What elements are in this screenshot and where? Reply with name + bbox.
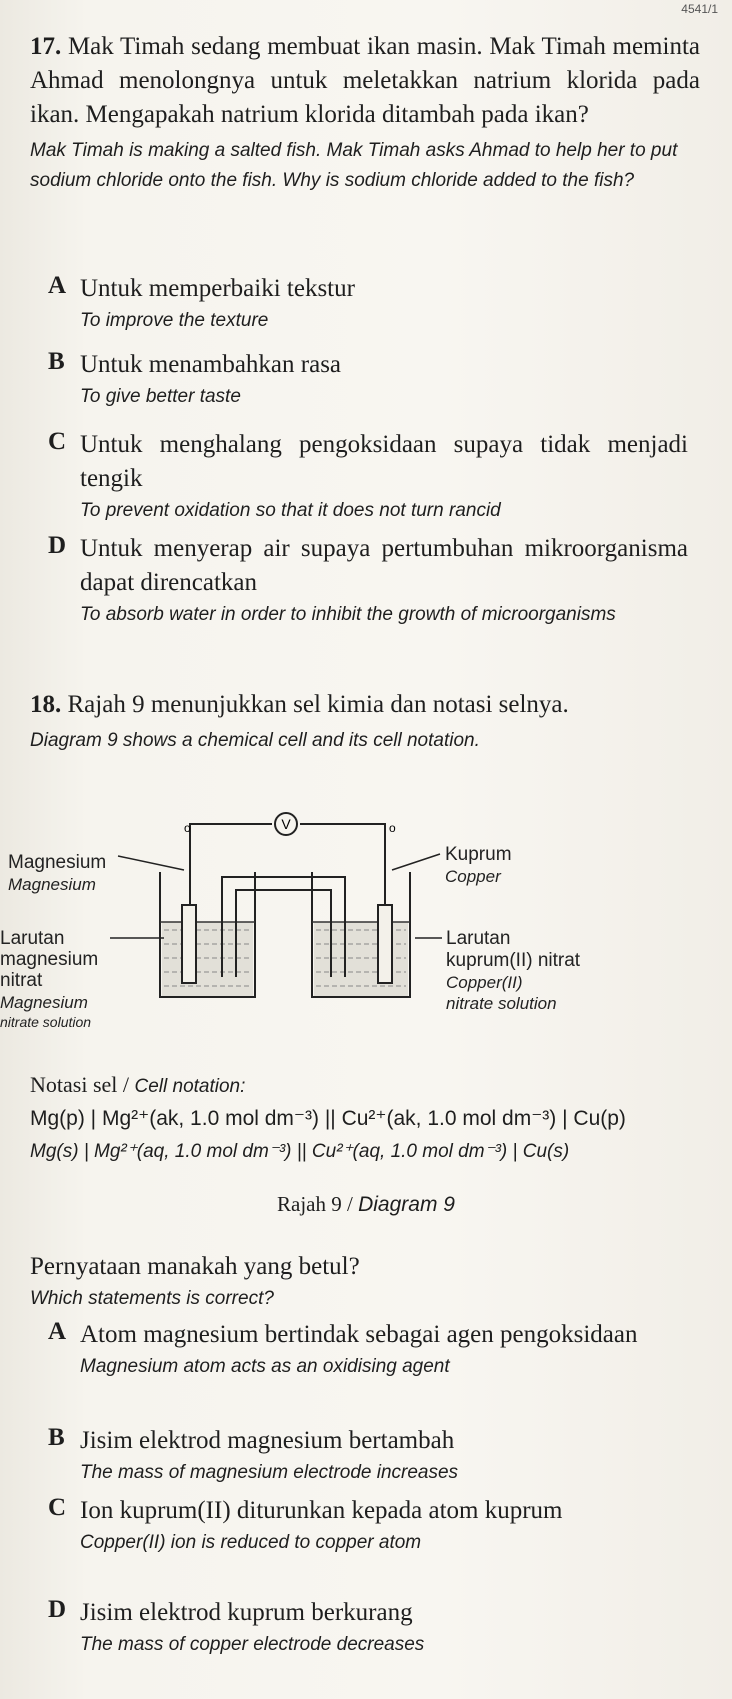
question-18 <box>30 688 700 756</box>
q18-option-d[interactable]: D Jisim elektrod kuprum berkurang The mass of copper electrode decreases <box>48 1596 425 1655</box>
q17-option-b[interactable]: B Untuk menambahkan rasa To give better taste <box>48 348 342 407</box>
cell-diagram <box>0 812 620 1037</box>
q18-option-b[interactable]: B Jisim elektrod magnesium bertambah The mass of magnesium electrode increases <box>48 1424 459 1483</box>
q17-en-text: Mak Timah is making a salted fish. Mak Timah asks Ahmad to help her to put sodium chloride onto the fish. Why is sodium chloride added to the fish? <box>30 140 678 191</box>
label-mg-solution-3: nitrat <box>0 970 43 991</box>
q17-number: 17. <box>30 33 62 60</box>
q18-ms-text: 18. Rajah 9 menunjukkan sel kimia dan notasi selnya. <box>30 691 569 718</box>
label-copper: Kuprum <box>445 844 512 865</box>
label-cu-solution-1: Larutan <box>446 928 511 949</box>
q18-option-a[interactable]: A Atom magnesium bertindak sebagai agen pengoksidaan Magnesium atom acts as an oxidising agent <box>48 1318 638 1377</box>
diagram-caption: Rajah 9 / Diagram 9 <box>277 1192 455 1216</box>
svg-text:V: V <box>281 816 291 832</box>
q18-en-text: Diagram 9 shows a chemical cell and its cell notation. <box>30 730 480 751</box>
svg-text:o: o <box>389 821 396 835</box>
copper-electrode <box>378 905 392 983</box>
q18-option-c[interactable]: C Ion kuprum(II) diturunkan kepada atom kuprum Copper(II) ion is reduced to copper atom <box>48 1494 563 1553</box>
label-mg-solution-en-2: nitrate solution <box>0 1014 92 1030</box>
label-mg-solution-1: Larutan <box>0 928 65 949</box>
question-17 <box>30 30 700 196</box>
label-cu-solution-2: kuprum(II) nitrat <box>446 950 581 971</box>
svg-text:o: o <box>184 821 191 835</box>
cell-notation-ms: Mg(p) | Mg²⁺(ak, 1.0 mol dm⁻³) || Cu²⁺(ak, 1.0 mol dm⁻³) | Cu(p) <box>30 1107 626 1130</box>
q17-option-d[interactable]: D Untuk menyerap air supaya pertumbuhan mikroorganisma dapat direncatkan To absorb water in order to inhibit the growth of microorganisms <box>48 532 688 625</box>
label-copper-en: Copper <box>445 867 501 886</box>
q17-option-c[interactable]: C Untuk menghalang pengoksidaan supaya tidak menjadi tengik To prevent oxidation so that it does not turn rancid <box>48 428 688 521</box>
cell-notation-en: Mg(s) | Mg²⁺(aq, 1.0 mol dm⁻³) || Cu²⁺(aq, 1.0 mol dm⁻³) | Cu(s) <box>30 1141 570 1162</box>
left-wire <box>190 824 272 905</box>
q18-question-ms: Pernyataan manakah yang betul? <box>30 1253 360 1280</box>
label-magnesium: Magnesium <box>8 852 107 873</box>
pointer-copper <box>392 854 440 870</box>
label-cu-solution-en-2: nitrate solution <box>446 994 557 1013</box>
label-cu-solution-en-1: Copper(II) <box>446 973 523 992</box>
label-mg-solution-en-1: Magnesium <box>0 993 88 1012</box>
q18-question-en: Which statements is correct? <box>30 1288 274 1309</box>
pointer-magnesium <box>118 856 184 870</box>
label-magnesium-en: Magnesium <box>8 875 96 894</box>
q17-option-a[interactable]: A Untuk memperbaiki tekstur To improve the texture <box>48 272 355 331</box>
q18-question <box>30 1250 700 1314</box>
magnesium-electrode <box>182 905 196 983</box>
label-mg-solution-2: magnesium <box>0 949 99 970</box>
q17-ms-text: 17. Mak Timah sedang membuat ikan masin. Mak Timah meminta Ahmad menolongnya untuk meletakkan natrium klorida pada ikan. Mengapakah natrium klorida ditambah pada ikan? <box>30 33 700 128</box>
page-code: 4541/1 <box>681 2 718 16</box>
notation-title: Notasi sel / Cell notation: <box>30 1072 246 1097</box>
q18-number: 18. <box>30 691 62 718</box>
